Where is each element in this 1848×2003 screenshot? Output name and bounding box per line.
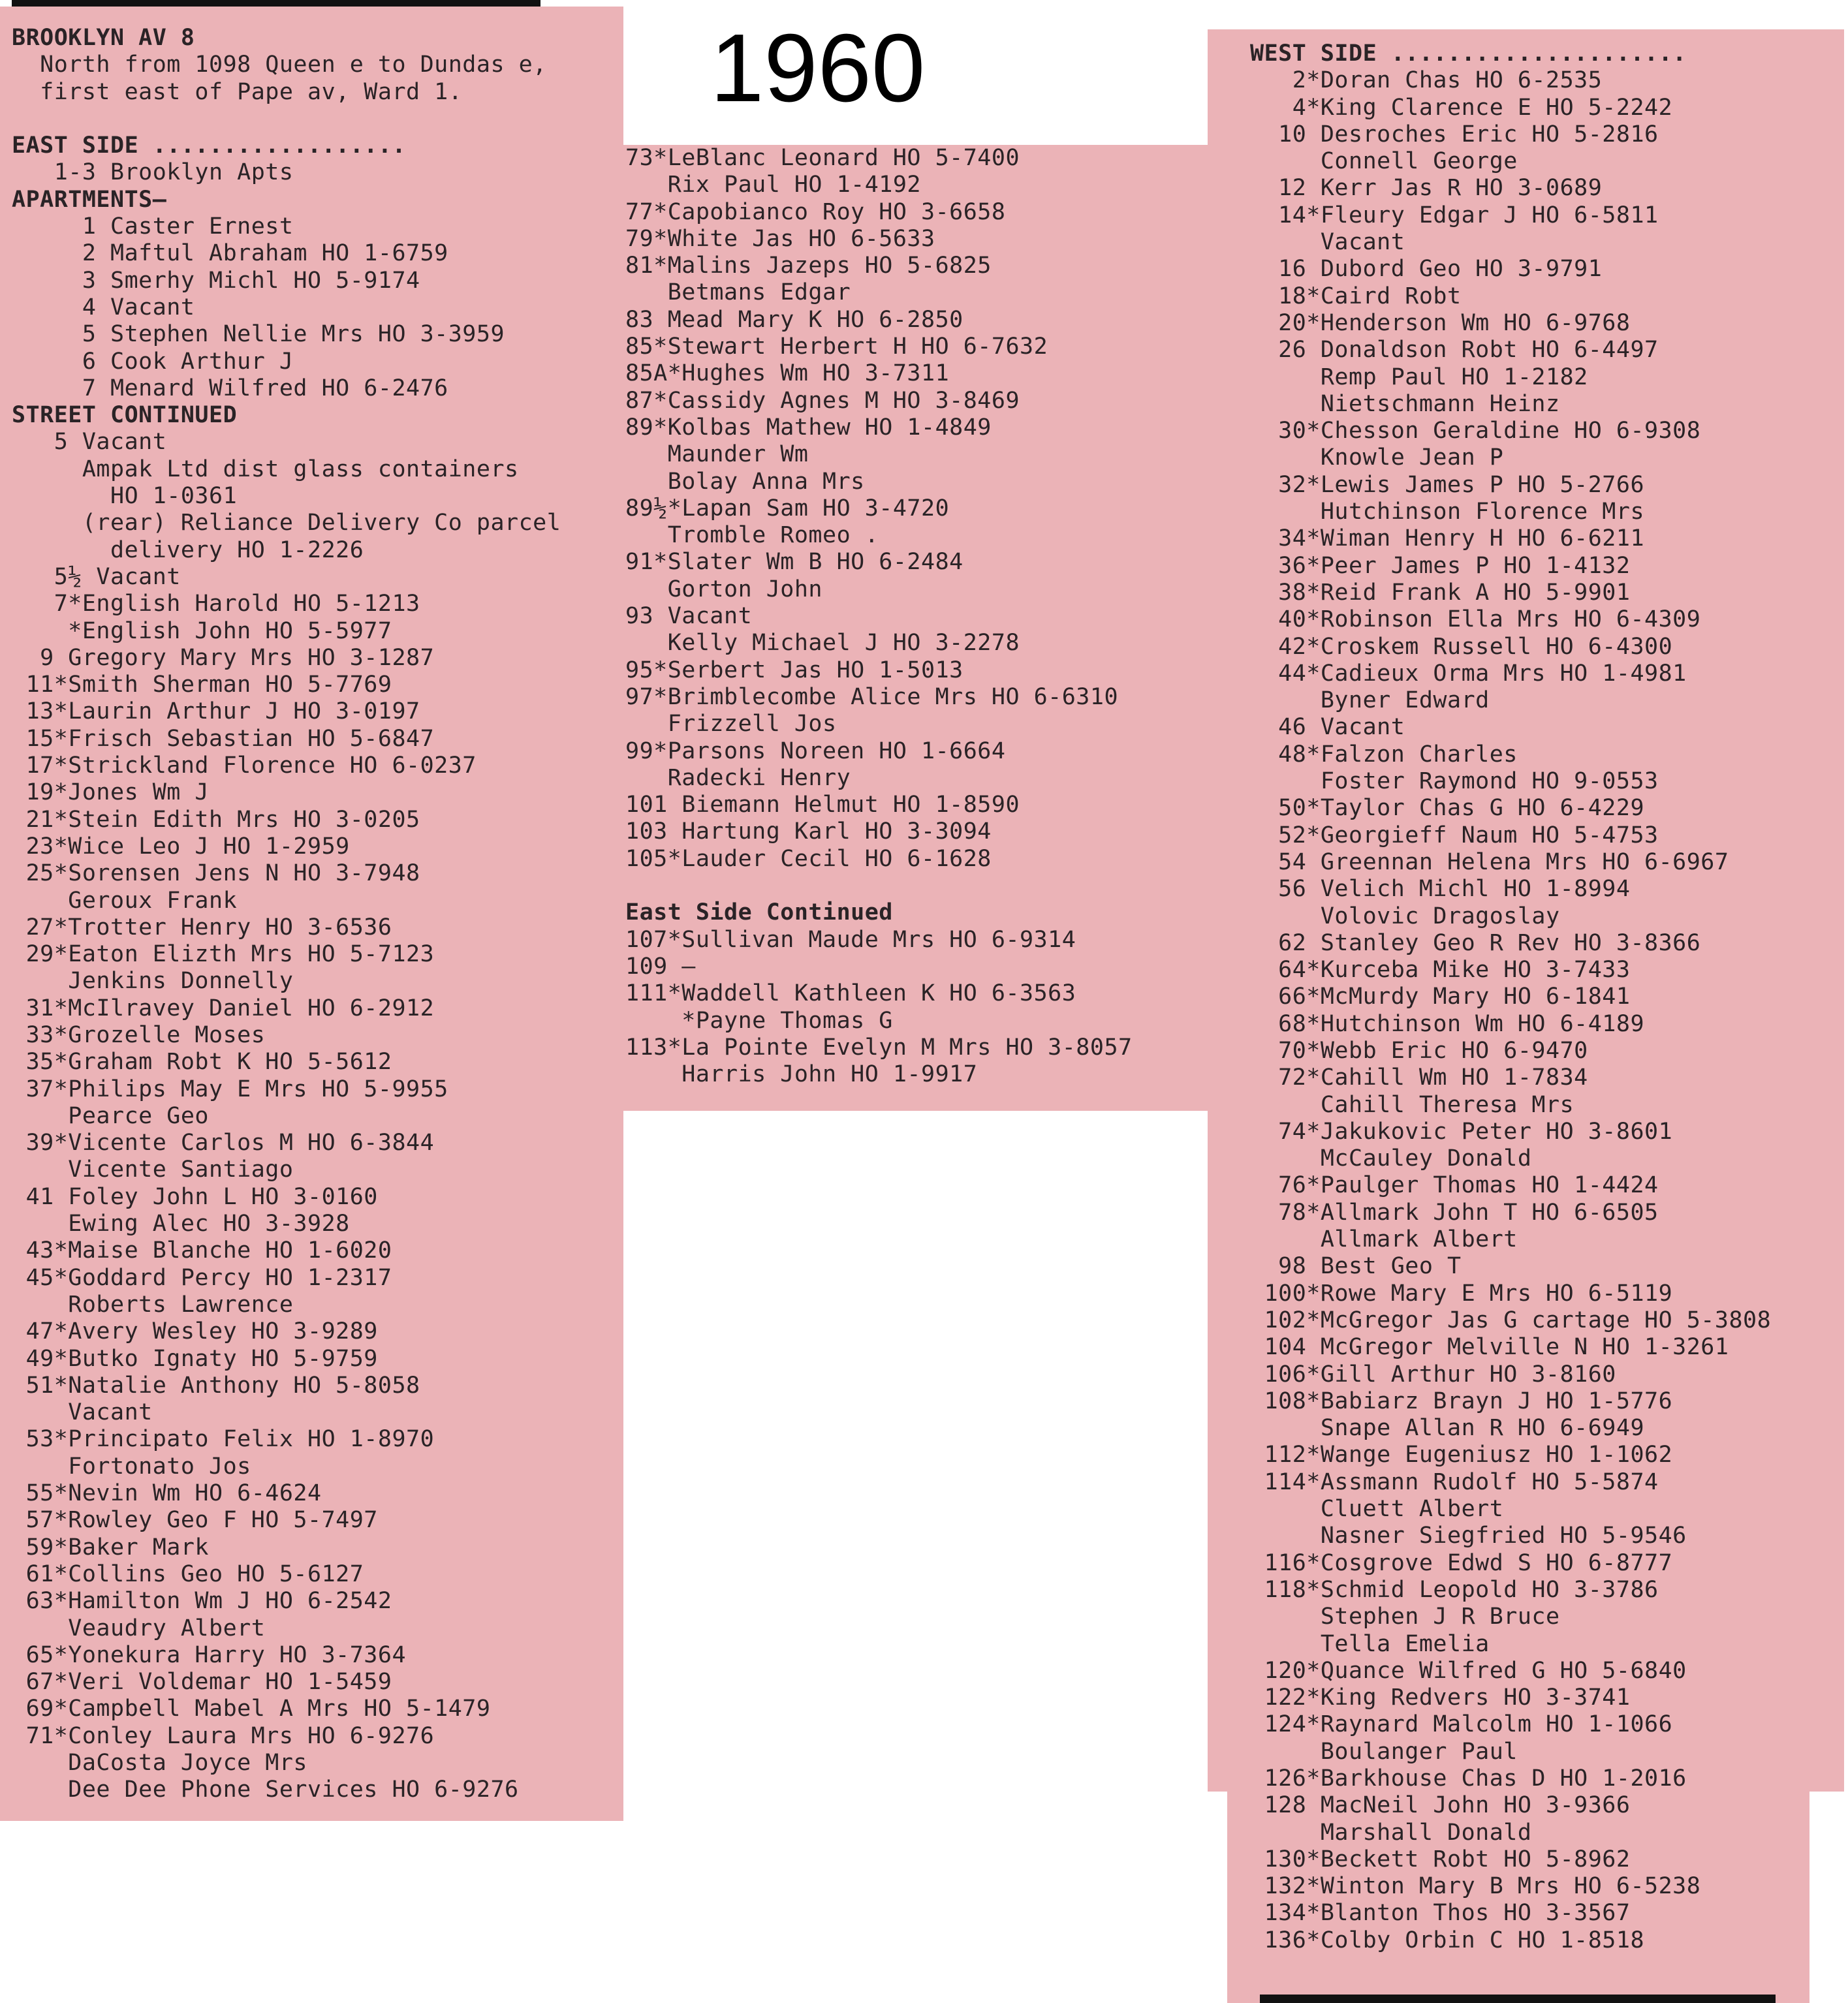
directory-line: 106*Gill Arthur HO 3-8160 <box>1250 1361 1616 1388</box>
directory-line: Bolay Anna Mrs <box>625 468 865 495</box>
directory-line: Knowle Jean P <box>1250 444 1504 471</box>
directory-line: 42*Croskem Russell HO 6-4300 <box>1250 633 1673 660</box>
directory-line: 56 Velich Michl HO 1-8994 <box>1250 876 1631 903</box>
directory-line: 130*Beckett Robt HO 5-8962 <box>1250 1846 1631 1872</box>
directory-line: 124*Raynard Malcolm HO 1-1066 <box>1250 1711 1673 1738</box>
directory-line: 95*Serbert Jas HO 1-5013 <box>625 657 963 683</box>
directory-line: 25*Sorensen Jens N HO 3-7948 <box>12 860 420 887</box>
directory-line: 36*Peer James P HO 1-4132 <box>1250 552 1631 579</box>
directory-line: 83 Mead Mary K HO 6-2850 <box>625 306 963 333</box>
directory-line: 112*Wange Eugeniusz HO 1-1062 <box>1250 1442 1673 1468</box>
directory-line: 3 Smerhy Michl HO 5-9174 <box>12 267 420 294</box>
directory-line: Roberts Lawrence <box>12 1291 294 1318</box>
directory-line: 62 Stanley Geo R Rev HO 3-8366 <box>1250 929 1701 956</box>
directory-line: 31*McIlravey Daniel HO 6-2912 <box>12 995 435 1021</box>
year-heading: 1960 <box>710 14 926 122</box>
directory-line: 89*Kolbas Mathew HO 1-4849 <box>625 414 992 441</box>
directory-line: Ewing Alec HO 3-3928 <box>12 1211 350 1237</box>
directory-line: 120*Quance Wilfred G HO 5-6840 <box>1250 1657 1687 1684</box>
directory-line: 136*Colby Orbin C HO 1-8518 <box>1250 1927 1645 1953</box>
directory-line: *English John HO 5-5977 <box>12 617 392 644</box>
directory-line: 89½*Lapan Sam HO 3-4720 <box>625 495 950 521</box>
directory-line: 26 Donaldson Robt HO 6-4497 <box>1250 337 1659 364</box>
directory-line: 105*Lauder Cecil HO 6-1628 <box>625 845 992 872</box>
directory-line: 48*Falzon Charles <box>1250 741 1518 768</box>
directory-line: 63*Hamilton Wm J HO 6-2542 <box>12 1588 392 1615</box>
directory-line: 34*Wiman Henry H HO 6-6211 <box>1250 525 1645 552</box>
directory-line: Fortonato Jos <box>12 1453 251 1480</box>
directory-line: Vacant <box>1250 229 1405 256</box>
directory-line: 111*Waddell Kathleen K HO 6-3563 <box>625 980 1076 1007</box>
directory-line: 104 McGregor Melville N HO 1-3261 <box>1250 1334 1729 1361</box>
directory-line: 51*Natalie Anthony HO 5-8058 <box>12 1372 420 1399</box>
directory-line: 101 Biemann Helmut HO 1-8590 <box>625 792 1020 818</box>
directory-line: WEST SIDE ..................... <box>1250 40 1687 67</box>
directory-line: Foster Raymond HO 9-0553 <box>1250 768 1659 795</box>
directory-line: 30*Chesson Geraldine HO 6-9308 <box>1250 418 1701 444</box>
directory-line: 85A*Hughes Wm HO 3-7311 <box>625 360 950 387</box>
directory-line: 78*Allmark John T HO 6-6505 <box>1250 1199 1659 1226</box>
directory-line: 57*Rowley Geo F HO 5-7497 <box>12 1507 378 1534</box>
directory-line: EAST SIDE .................. <box>12 132 407 159</box>
directory-line: Geroux Frank <box>12 887 238 914</box>
directory-line: DaCosta Joyce Mrs <box>12 1750 308 1776</box>
directory-line <box>12 106 561 132</box>
directory-line: 93 Vacant <box>625 603 753 630</box>
directory-line: 32*Lewis James P HO 5-2766 <box>1250 471 1645 498</box>
directory-line: 1-3 Brooklyn Apts <box>12 159 294 186</box>
directory-line: 37*Philips May E Mrs HO 5-9955 <box>12 1076 448 1102</box>
directory-line: 4*King Clarence E HO 5-2242 <box>1250 94 1673 121</box>
directory-line: 41 Foley John L HO 3-0160 <box>12 1183 378 1210</box>
column-3-text <box>1250 40 1771 1954</box>
bottom-rule <box>1260 1995 1776 2003</box>
directory-line: 1 Caster Ernest <box>12 213 294 240</box>
directory-line: 69*Campbell Mabel A Mrs HO 5-1479 <box>12 1696 491 1722</box>
directory-line: 91*Slater Wm B HO 6-2484 <box>625 549 963 576</box>
directory-line: North from 1098 Queen e to Dundas e, <box>12 52 547 78</box>
directory-line: 13*Laurin Arthur J HO 3-0197 <box>12 698 420 725</box>
directory-line: 126*Barkhouse Chas D HO 1-2016 <box>1250 1765 1687 1792</box>
directory-line: 6 Cook Arthur J <box>12 348 294 375</box>
directory-line: 21*Stein Edith Mrs HO 3-0205 <box>12 806 420 833</box>
directory-line <box>625 873 1133 899</box>
directory-line: BROOKLYN AV 8 <box>12 25 195 51</box>
directory-line: Nietschmann Heinz <box>1250 390 1560 417</box>
directory-line: Jenkins Donnelly <box>12 968 294 995</box>
directory-line: 65*Yonekura Harry HO 3-7364 <box>12 1641 407 1668</box>
directory-line: 27*Trotter Henry HO 3-6536 <box>12 914 392 940</box>
directory-line: 72*Cahill Wm HO 1-7834 <box>1250 1064 1588 1091</box>
directory-line: 33*Grozelle Moses <box>12 1021 266 1048</box>
directory-line: 61*Collins Geo HO 5-6127 <box>12 1560 364 1587</box>
directory-line: Allmark Albert <box>1250 1226 1518 1253</box>
directory-line: 29*Eaton Elizth Mrs HO 5-7123 <box>12 941 435 968</box>
directory-line: *Payne Thomas G <box>625 1007 893 1034</box>
directory-line: 20*Henderson Wm HO 6-9768 <box>1250 309 1631 336</box>
directory-line: 47*Avery Wesley HO 3-9289 <box>12 1318 378 1345</box>
directory-line: 99*Parsons Noreen HO 1-6664 <box>625 738 1006 764</box>
directory-line: Stephen J R Bruce <box>1250 1604 1560 1630</box>
directory-line: Tella Emelia <box>1250 1630 1490 1657</box>
directory-line: Vicente Santiago <box>12 1157 294 1183</box>
directory-line: 71*Conley Laura Mrs HO 6-9276 <box>12 1722 435 1749</box>
directory-line: 14*Fleury Edgar J HO 6-5811 <box>1250 202 1659 228</box>
directory-line: 46 Vacant <box>1250 714 1405 741</box>
directory-line: 103 Hartung Karl HO 3-3094 <box>625 818 992 845</box>
directory-line: Veaudry Albert <box>12 1615 266 1641</box>
directory-line: (rear) Reliance Delivery Co parcel <box>12 510 561 536</box>
directory-line: 5 Vacant <box>12 429 167 456</box>
directory-line: 10 Desroches Eric HO 5-2816 <box>1250 121 1659 148</box>
directory-line: 85*Stewart Herbert H HO 6-7632 <box>625 334 1048 360</box>
directory-line: 97*Brimblecombe Alice Mrs HO 6-6310 <box>625 683 1119 710</box>
directory-line: Byner Edward <box>1250 687 1490 714</box>
directory-line: 53*Principato Felix HO 1-8970 <box>12 1426 435 1453</box>
directory-line: 2 Maftul Abraham HO 1-6759 <box>12 240 448 267</box>
directory-line: Harris John HO 1-9917 <box>625 1061 978 1088</box>
directory-line: 9 Gregory Mary Mrs HO 3-1287 <box>12 644 435 671</box>
directory-line: 39*Vicente Carlos M HO 6-3844 <box>12 1130 435 1157</box>
directory-line: 49*Butko Ignaty HO 5-9759 <box>12 1345 378 1372</box>
directory-line: 35*Graham Robt K HO 5-5612 <box>12 1049 392 1076</box>
directory-line: 40*Robinson Ella Mrs HO 6-4309 <box>1250 606 1701 633</box>
directory-line: 18*Caird Robt <box>1250 283 1462 309</box>
directory-line: Maunder Wm <box>625 441 809 468</box>
directory-line: Dee Dee Phone Services HO 6-9276 <box>12 1777 519 1803</box>
directory-line: East Side Continued <box>625 899 893 926</box>
directory-line: 5½ Vacant <box>12 563 181 590</box>
directory-line: 59*Baker Mark <box>12 1534 210 1560</box>
directory-line: 38*Reid Frank A HO 5-9901 <box>1250 579 1631 606</box>
directory-line: 100*Rowe Mary E Mrs HO 6-5119 <box>1250 1280 1673 1307</box>
directory-line: 128 MacNeil John HO 3-9366 <box>1250 1792 1631 1819</box>
directory-line: Frizzell Jos <box>625 711 837 738</box>
directory-line: Ampak Ltd dist glass containers <box>12 456 519 482</box>
directory-line: 74*Jakukovic Peter HO 3-8601 <box>1250 1118 1673 1145</box>
directory-line: HO 1-0361 <box>12 483 238 510</box>
directory-line: 55*Nevin Wm HO 6-4624 <box>12 1480 322 1507</box>
directory-line: 44*Cadieux Orma Mrs HO 1-4981 <box>1250 660 1687 687</box>
directory-line: first east of Pape av, Ward 1. <box>12 78 463 105</box>
directory-line: Connell George <box>1250 148 1518 175</box>
directory-line: 102*McGregor Jas G cartage HO 5-3808 <box>1250 1307 1772 1333</box>
directory-line: Snape Allan R HO 6-6949 <box>1250 1415 1645 1442</box>
directory-line: 134*Blanton Thos HO 3-3567 <box>1250 1900 1631 1927</box>
directory-line: 54 Greennan Helena Mrs HO 6-6967 <box>1250 848 1729 875</box>
directory-line: STREET CONTINUED <box>12 402 238 429</box>
directory-line: APARTMENTS— <box>12 186 167 213</box>
directory-line: 107*Sullivan Maude Mrs HO 6-9314 <box>625 926 1076 953</box>
directory-line: 108*Babiarz Brayn J HO 1-5776 <box>1250 1388 1673 1414</box>
directory-line: 7*English Harold HO 5-1213 <box>12 591 420 617</box>
directory-line: 79*White Jas HO 6-5633 <box>625 225 935 252</box>
directory-line: Kelly Michael J HO 3-2278 <box>625 630 1020 657</box>
directory-line: 113*La Pointe Evelyn M Mrs HO 3-8057 <box>625 1034 1133 1061</box>
column-2-text <box>625 145 1133 1088</box>
directory-line: 5 Stephen Nellie Mrs HO 3-3959 <box>12 321 505 348</box>
directory-line: Tromble Romeo . <box>625 522 879 549</box>
directory-line: 19*Jones Wm J <box>12 779 210 806</box>
directory-line: Remp Paul HO 1-2182 <box>1250 364 1588 390</box>
directory-line: 87*Cassidy Agnes M HO 3-8469 <box>625 387 1020 414</box>
directory-line: 114*Assmann Rudolf HO 5-5874 <box>1250 1468 1659 1495</box>
directory-line: 15*Frisch Sebastian HO 5-6847 <box>12 725 435 752</box>
directory-line: 66*McMurdy Mary HO 6-1841 <box>1250 984 1631 1010</box>
directory-line: 98 Best Geo T <box>1250 1253 1462 1280</box>
directory-line: 118*Schmid Leopold HO 3-3786 <box>1250 1576 1659 1603</box>
directory-line: Vacant <box>12 1399 153 1426</box>
directory-line: McCauley Donald <box>1250 1145 1532 1172</box>
directory-line: 81*Malins Jazeps HO 5-6825 <box>625 253 992 279</box>
directory-line: 17*Strickland Florence HO 6-0237 <box>12 753 477 779</box>
directory-line: Cluett Albert <box>1250 1496 1504 1523</box>
directory-line: 11*Smith Sherman HO 5-7769 <box>12 672 392 698</box>
column-1-text <box>12 25 561 1804</box>
directory-line: 43*Maise Blanche HO 1-6020 <box>12 1237 392 1264</box>
directory-line: 16 Dubord Geo HO 3-9791 <box>1250 256 1603 283</box>
directory-line: 116*Cosgrove Edwd S HO 6-8777 <box>1250 1549 1673 1576</box>
directory-line: Marshall Donald <box>1250 1819 1532 1846</box>
directory-line: 77*Capobianco Roy HO 3-6658 <box>625 198 1006 225</box>
directory-line: 73*LeBlanc Leonard HO 5-7400 <box>625 145 1020 171</box>
directory-line: 132*Winton Mary B Mrs HO 6-5238 <box>1250 1873 1701 1900</box>
directory-line: Pearce Geo <box>12 1102 210 1129</box>
directory-line: Boulanger Paul <box>1250 1738 1518 1765</box>
directory-line: 7 Menard Wilfred HO 6-2476 <box>12 375 448 401</box>
directory-line: Rix Paul HO 1-4192 <box>625 172 922 198</box>
directory-line: 12 Kerr Jas R HO 3-0689 <box>1250 175 1603 202</box>
directory-line: 50*Taylor Chas G HO 6-4229 <box>1250 795 1645 822</box>
directory-line: 45*Goddard Percy HO 1-2317 <box>12 1264 392 1291</box>
directory-line: delivery HO 1-2226 <box>12 536 364 563</box>
directory-line: 23*Wice Leo J HO 1-2959 <box>12 833 350 860</box>
directory-line: Gorton John <box>625 576 823 602</box>
directory-line: 64*Kurceba Mike HO 3-7433 <box>1250 957 1631 984</box>
directory-line: Hutchinson Florence Mrs <box>1250 499 1645 525</box>
directory-line: 70*Webb Eric HO 6-9470 <box>1250 1037 1588 1064</box>
directory-line: 122*King Redvers HO 3-3741 <box>1250 1685 1631 1711</box>
directory-line: 76*Paulger Thomas HO 1-4424 <box>1250 1172 1659 1199</box>
directory-line: 4 Vacant <box>12 294 195 320</box>
directory-line: Cahill Theresa Mrs <box>1250 1091 1574 1118</box>
directory-line: Radecki Henry <box>625 764 851 791</box>
directory-line: Volovic Dragoslay <box>1250 903 1560 929</box>
directory-line: 52*Georgieff Naum HO 5-4753 <box>1250 822 1659 848</box>
directory-line: 109 — <box>625 953 696 980</box>
directory-line: 67*Veri Voldemar HO 1-5459 <box>12 1669 392 1696</box>
directory-line: Betmans Edgar <box>625 279 851 306</box>
directory-line: Nasner Siegfried HO 5-9546 <box>1250 1523 1687 1549</box>
directory-line: 2*Doran Chas HO 6-2535 <box>1250 67 1603 94</box>
directory-line: 68*Hutchinson Wm HO 6-4189 <box>1250 1010 1645 1037</box>
